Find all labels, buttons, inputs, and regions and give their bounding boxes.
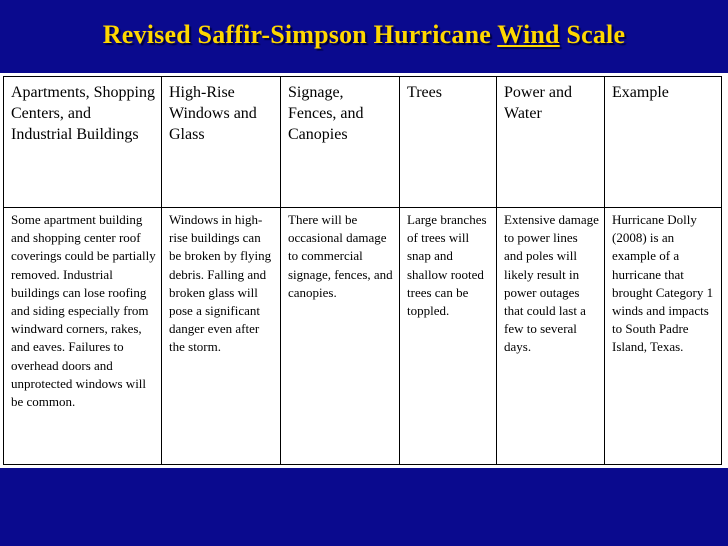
cell-trees: Large branches of trees will snap and shallow rooted trees can be toppled. bbox=[400, 208, 497, 465]
cell-apartments: Some apartment building and shopping center roof coverings could be partially removed. Industrial buildings can lose roofing and siding especially from windward corners, rakes, and eaves. Failures to overhead doors and unprotected windows will be common. bbox=[4, 208, 162, 465]
header-apartments: Apartments, Shopping Centers, and Industrial Buildings bbox=[4, 77, 162, 208]
table-row bbox=[4, 208, 722, 465]
header-example: Example bbox=[605, 77, 722, 208]
title-underlined-word: Wind bbox=[497, 20, 560, 49]
title-part-2: Scale bbox=[559, 20, 626, 49]
cell-high-rise: Windows in high-rise buildings can be broken by flying debris. Falling and broken glass will pose a significant danger even after the storm. bbox=[162, 208, 281, 465]
table-panel bbox=[0, 73, 728, 468]
header-power: Power and Water bbox=[497, 77, 605, 208]
table-header-row bbox=[4, 77, 722, 208]
wind-scale-table bbox=[3, 76, 722, 465]
header-high-rise: High-Rise Windows and Glass bbox=[162, 77, 281, 208]
title-part-1: Revised Saffir-Simpson Hurricane bbox=[102, 20, 498, 49]
header-signage: Signage, Fences, and Canopies bbox=[281, 77, 400, 208]
cell-signage: There will be occasional damage to commercial signage, fences, and canopies. bbox=[281, 208, 400, 465]
cell-example: Hurricane Dolly (2008) is an example of a hurricane that brought Category 1 winds and impacts to South Padre Island, Texas. bbox=[605, 208, 722, 465]
slide-title bbox=[0, 20, 728, 50]
cell-power: Extensive damage to power lines and poles will likely result in power outages that could last a few to several days. bbox=[497, 208, 605, 465]
header-trees: Trees bbox=[400, 77, 497, 208]
